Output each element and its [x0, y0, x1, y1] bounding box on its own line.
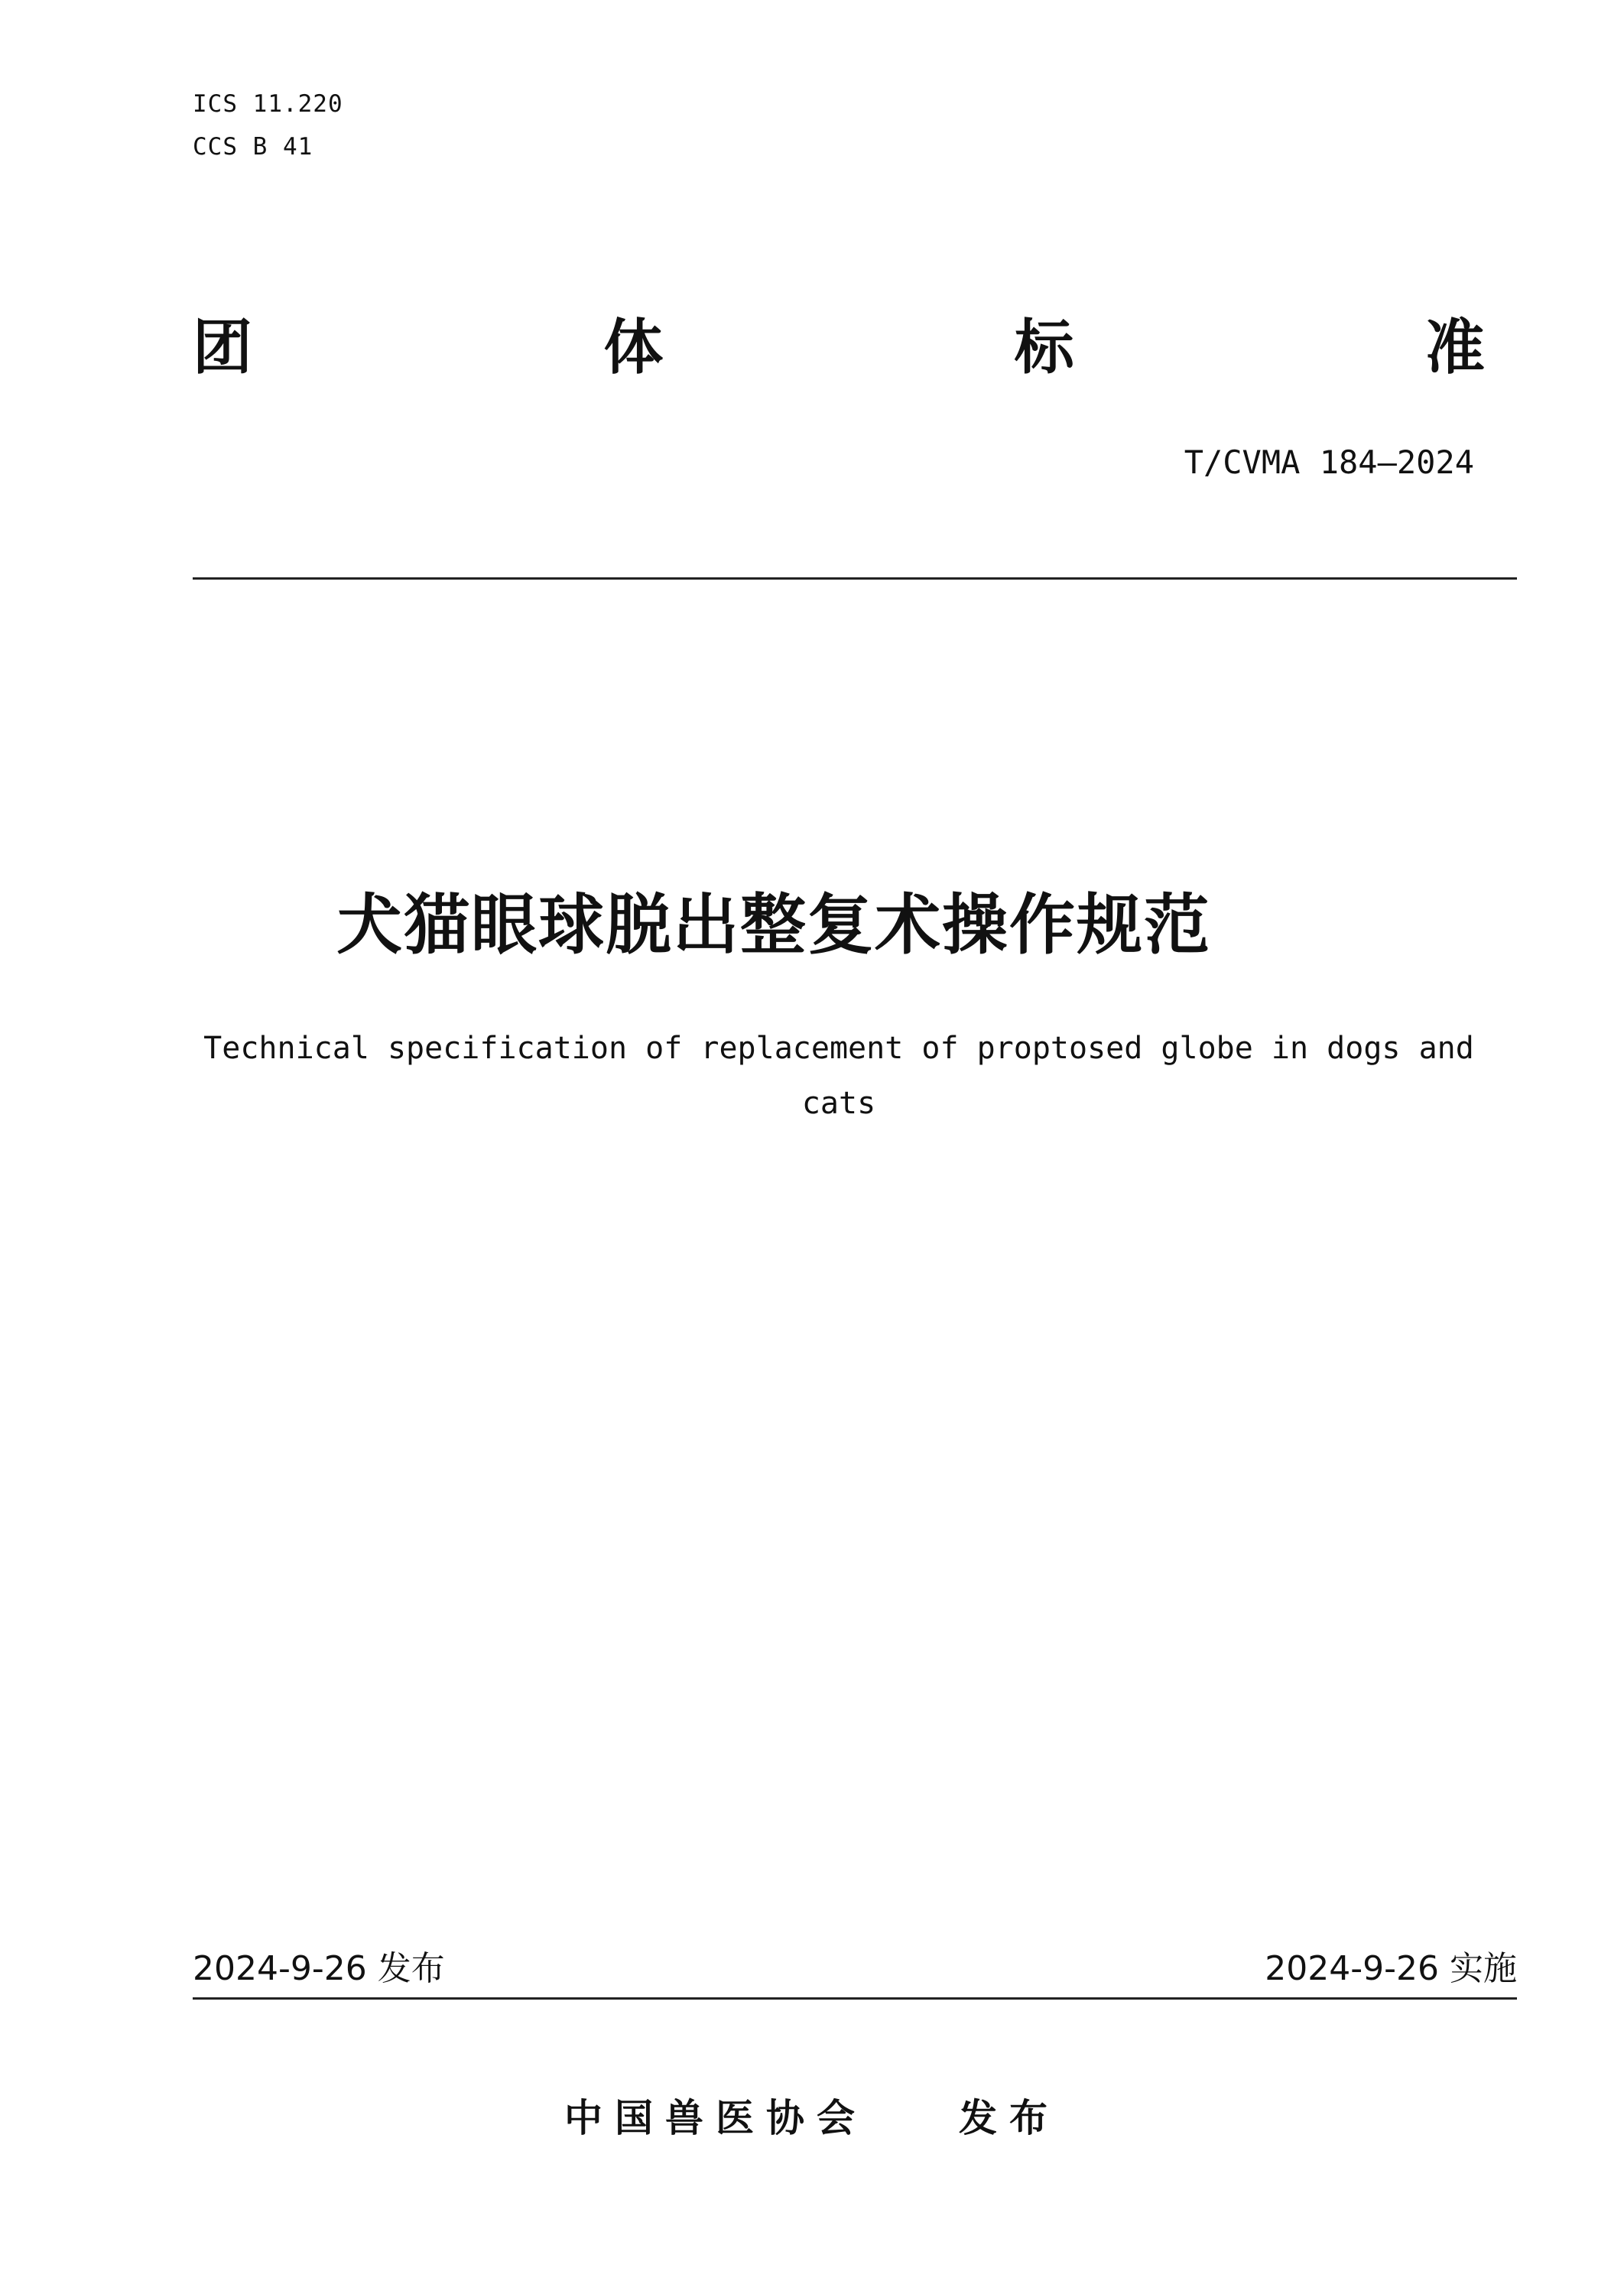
classification-codes — [193, 83, 343, 168]
title-chinese — [0, 883, 1624, 967]
standard-number: T/CVMA 184—2024 — [1184, 444, 1474, 481]
ics-code: ICS 11.220 — [193, 90, 343, 118]
title-english: Technical specification of replacement of proptosed globe in dogs and cats — [203, 1031, 1474, 1121]
standard-type-char: 准 — [1424, 314, 1485, 382]
title-chinese-text: 犬猫眼球脱出整复术操作规范 — [336, 887, 1211, 963]
issue-date: 2024-9-26 发布 — [193, 1949, 445, 1988]
footer-divider — [193, 1997, 1517, 2000]
standard-type-char: 标 — [1014, 314, 1074, 382]
ccs-code: CCS B 41 — [193, 133, 313, 161]
standard-type-heading — [193, 310, 1485, 386]
issuer-action: 发布 — [959, 2096, 1060, 2140]
issuer-line — [0, 2091, 1624, 2145]
issuer-name: 中国兽医协会 — [564, 2096, 867, 2140]
standard-type-char: 体 — [603, 314, 664, 382]
header-divider — [193, 577, 1517, 580]
implementation-date: 2024-9-26 实施 — [1265, 1949, 1517, 1988]
standard-type-char: 团 — [193, 314, 253, 382]
